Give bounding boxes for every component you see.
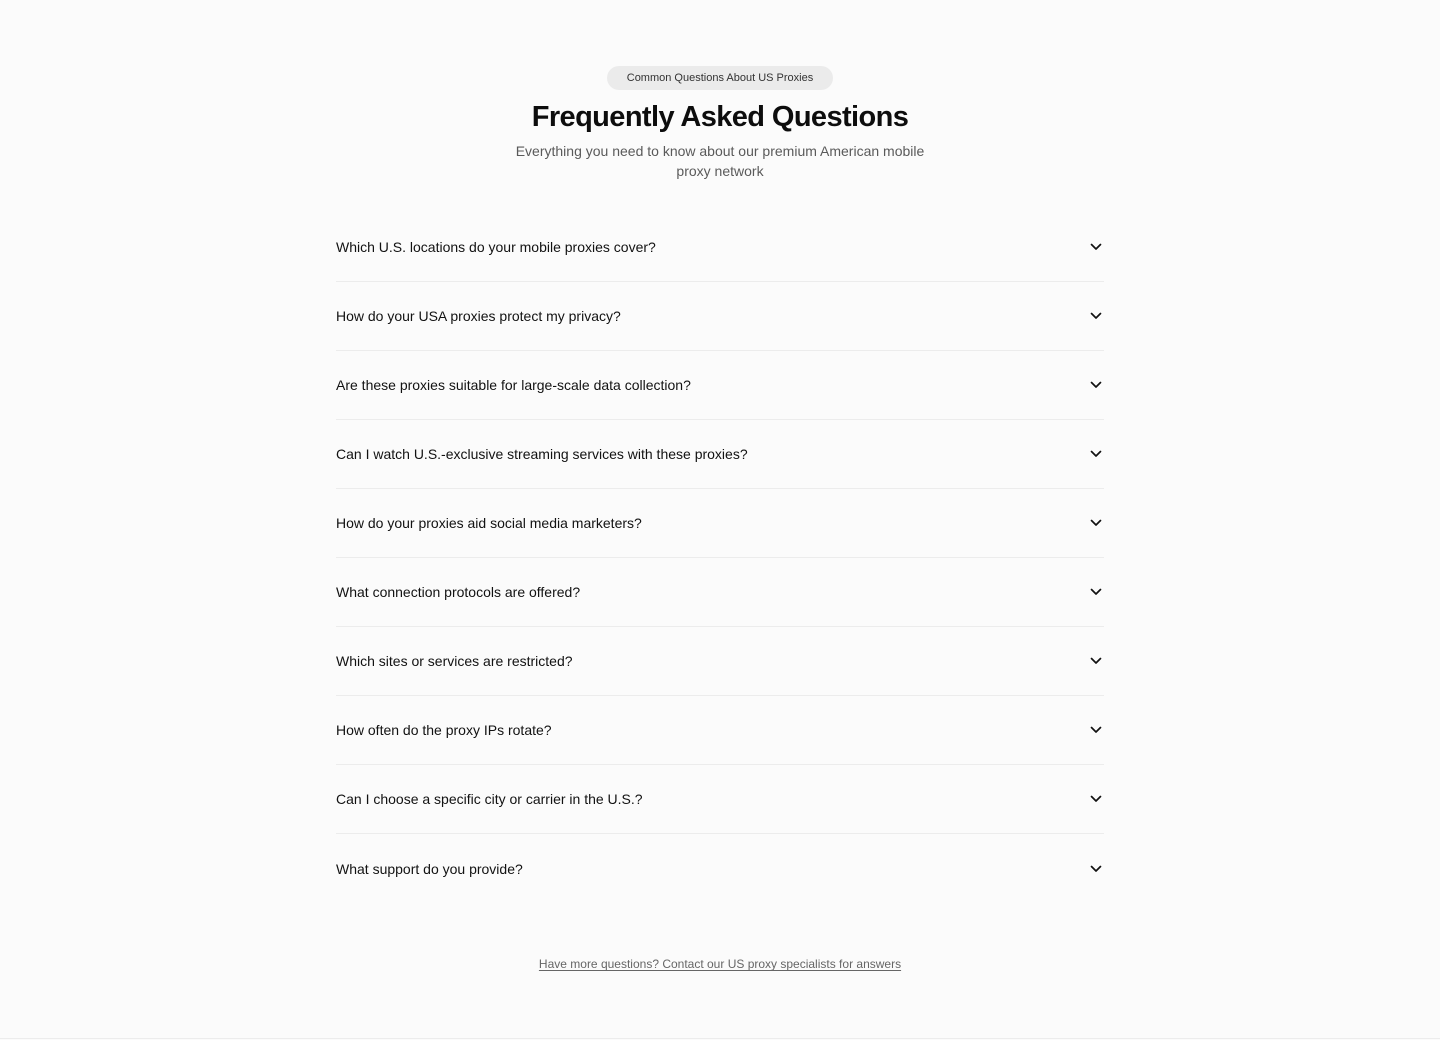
contact-specialists-link[interactable]: Have more questions? Contact our US proxy specialists for answers — [538, 957, 902, 971]
faq-question: How do your proxies aid social media marketers? — [336, 515, 642, 531]
chevron-down-icon[interactable] — [1088, 861, 1104, 877]
faq-item-social-media[interactable] — [336, 489, 1104, 558]
page-divider — [0, 1038, 1440, 1039]
chevron-down-icon[interactable] — [1088, 584, 1104, 600]
chevron-down-icon[interactable] — [1088, 722, 1104, 738]
chevron-down-icon[interactable] — [1088, 308, 1104, 324]
faq-question: How often do the proxy IPs rotate? — [336, 722, 552, 738]
page-title: Frequently Asked Questions — [531, 101, 909, 133]
faq-question: Which sites or services are restricted? — [336, 653, 573, 669]
faq-question: Which U.S. locations do your mobile proxies cover? — [336, 239, 656, 255]
chevron-down-icon[interactable] — [1088, 653, 1104, 669]
faq-list — [336, 213, 1104, 903]
faq-question: What support do you provide? — [336, 860, 523, 877]
section-badge: Common Questions About US Proxies — [607, 66, 833, 90]
faq-question: How do your USA proxies protect my privacy? — [336, 308, 621, 324]
chevron-down-icon[interactable] — [1088, 791, 1104, 807]
faq-item-support[interactable] — [336, 834, 1104, 903]
faq-question: Can I watch U.S.-exclusive streaming services with these proxies? — [336, 446, 748, 462]
faq-item-city-carrier[interactable] — [336, 765, 1104, 834]
faq-question: Can I choose a specific city or carrier in the U.S.? — [336, 791, 643, 807]
faq-item-us-locations[interactable] — [336, 213, 1104, 282]
chevron-down-icon[interactable] — [1088, 515, 1104, 531]
faq-question: What connection protocols are offered? — [336, 584, 581, 600]
faq-item-protocols[interactable] — [336, 558, 1104, 627]
page-subtitle: Everything you need to know about our premium American mobile proxy network — [515, 143, 925, 179]
chevron-down-icon[interactable] — [1088, 446, 1104, 462]
faq-item-data-collection[interactable] — [336, 351, 1104, 420]
faq-question: Are these proxies suitable for large-scale data collection? — [336, 377, 691, 393]
chevron-down-icon[interactable] — [1088, 377, 1104, 393]
chevron-down-icon[interactable] — [1088, 239, 1104, 255]
faq-item-restrictions[interactable] — [336, 627, 1104, 696]
faq-item-rotation[interactable] — [336, 696, 1104, 765]
faq-item-privacy[interactable] — [336, 282, 1104, 351]
faq-item-streaming[interactable] — [336, 420, 1104, 489]
